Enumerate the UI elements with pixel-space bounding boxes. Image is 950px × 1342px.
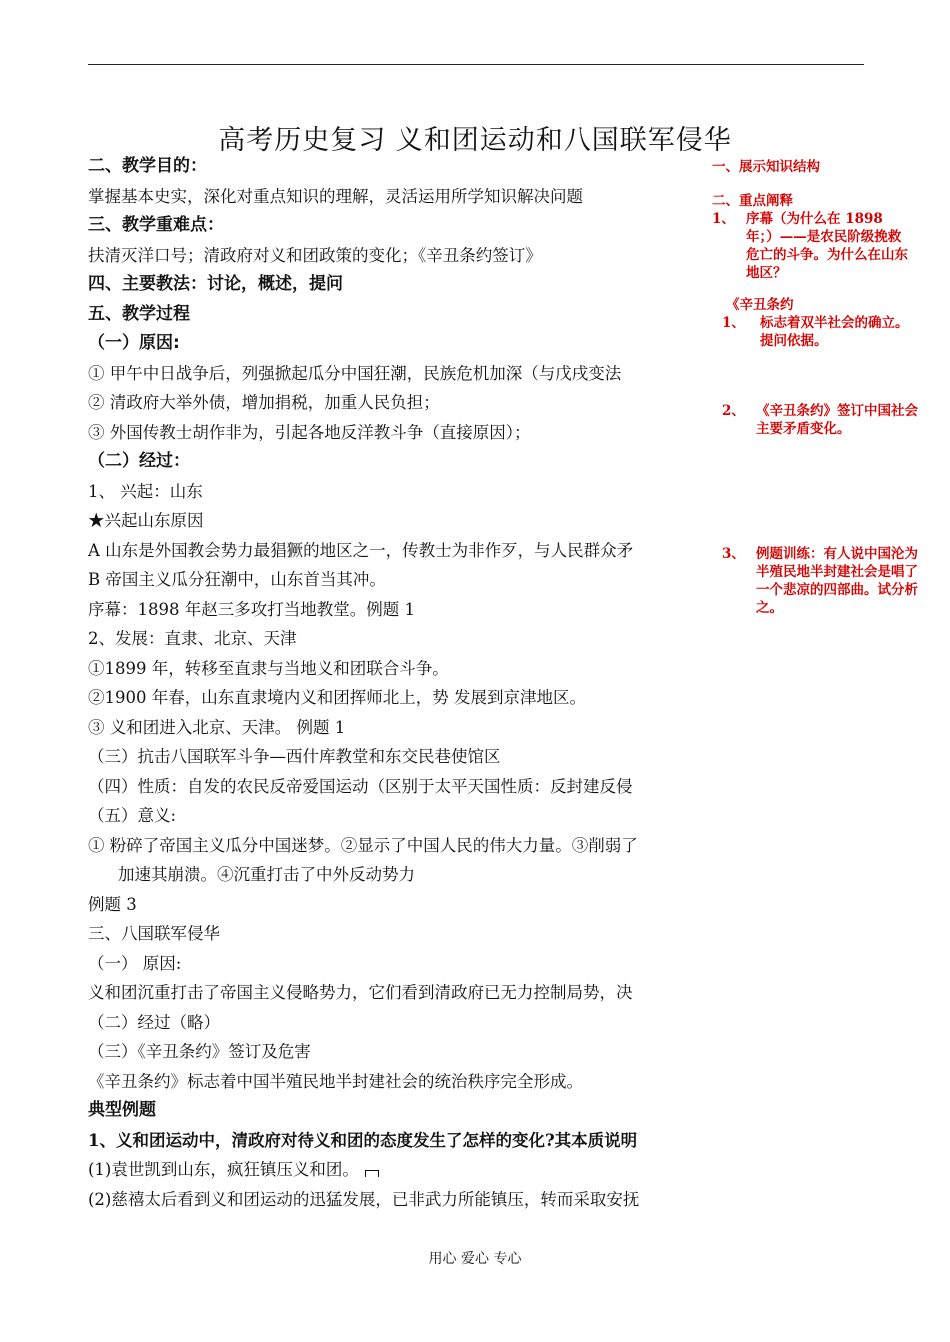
body-line bbox=[88, 300, 700, 330]
body-line bbox=[88, 152, 700, 182]
body-line bbox=[88, 1155, 700, 1185]
body-line bbox=[88, 211, 700, 241]
bracket-mark-icon bbox=[365, 1170, 379, 1177]
sidebar-note-4 bbox=[722, 402, 918, 438]
body-line bbox=[88, 1037, 700, 1067]
body-line-text: ①1899 年，转移至直隶与当地义和团联合斗争。 bbox=[88, 658, 449, 678]
sidebar-item-text: 例题训练：有人说中国沦为半殖民地半封建社会是唱了一个悲凉的四部曲。试分析之。 bbox=[756, 546, 918, 616]
body-line bbox=[88, 978, 700, 1008]
sidebar-item-text: 《辛丑条约》签订中国社会主要矛盾变化。 bbox=[756, 403, 918, 437]
sidebar-note-5-item bbox=[722, 545, 918, 617]
body-line bbox=[88, 919, 700, 949]
body-line-text: （一） 原因: bbox=[88, 953, 182, 973]
page-footer: 用心 爱心 专心 bbox=[428, 1251, 522, 1267]
body-line bbox=[88, 890, 700, 920]
body-line-text: (1)袁世凯到山东，疯狂镇压义和团。 bbox=[88, 1160, 359, 1179]
page-title: 高考历史复习 义和团运动和八国联军侵华 bbox=[218, 125, 732, 156]
body-line bbox=[88, 1185, 700, 1215]
sidebar-note-4-item bbox=[722, 402, 918, 438]
body-line bbox=[88, 418, 700, 448]
header-rule bbox=[88, 64, 864, 65]
body-line-text: ① 甲午中日战争后，列强掀起瓜分中国狂潮，民族危机加深（与戊戌变法 bbox=[88, 363, 622, 383]
body-line-text: B 帝国主义瓜分狂潮中，山东首当其冲。 bbox=[88, 570, 386, 589]
sidebar-note-1 bbox=[712, 158, 922, 176]
body-line-text: （三）抗击八国联军斗争—西什库教堂和东交民巷使馆区 bbox=[88, 747, 501, 766]
body-line bbox=[88, 359, 700, 389]
sidebar-note-3-item-1 bbox=[716, 314, 916, 350]
sidebar-item-number: 3、 bbox=[722, 546, 745, 562]
body-line bbox=[88, 742, 700, 772]
body-line bbox=[88, 949, 700, 979]
body-line-text: A 山东是外国教会势力最猖獗的地区之一，传教士为非作歹，与人民群众矛 bbox=[88, 540, 634, 560]
sidebar-note-2-item-1 bbox=[712, 210, 912, 282]
body-line bbox=[88, 1096, 700, 1126]
body-line-text: ②1900 年春，山东直隶境内义和团挥师北上，势 发展到京津地区。 bbox=[88, 688, 586, 707]
body-line bbox=[88, 831, 700, 861]
body-line bbox=[88, 477, 700, 507]
body-line bbox=[88, 329, 700, 359]
body-line bbox=[88, 772, 700, 802]
document-body bbox=[88, 152, 700, 1214]
body-line-text: 义和团沉重打击了帝国主义侵略势力，它们看到清政府已无力控制局势，决 bbox=[88, 983, 633, 1002]
sidebar-item-text: 标志着双半社会的确立。提问依据。 bbox=[760, 315, 909, 349]
body-line-text: （五）意义: bbox=[88, 806, 177, 825]
sidebar-note-2 bbox=[712, 192, 912, 282]
body-line bbox=[88, 683, 700, 713]
body-line-text: 《辛丑条约》标志着中国半殖民地半封建社会的统治秩序完全形成。 bbox=[88, 1071, 583, 1091]
body-line-text: 掌握基本史实，深化对重点知识的理解，灵活运用所学知识解决问题 bbox=[88, 186, 583, 206]
body-line bbox=[88, 1126, 700, 1156]
body-line bbox=[88, 388, 700, 418]
body-line-text: 三、教学重难点： bbox=[88, 215, 224, 235]
sidebar-note-2-text: 二、重点阐释 bbox=[712, 193, 793, 209]
body-line-text: 序幕：1898 年赵三多攻打当地教堂。例题 1 bbox=[88, 599, 415, 619]
body-line bbox=[88, 1008, 700, 1038]
body-line-text: 扶清灭洋口号；清政府对义和团政策的变化；《辛丑条约签订》 bbox=[88, 245, 542, 265]
body-line-text: （二）经过（略） bbox=[88, 1012, 220, 1032]
body-line-text: （二）经过： bbox=[88, 451, 190, 471]
body-line-text: 典型例题 bbox=[88, 1100, 156, 1120]
body-line-text: 加速其崩溃。④沉重打击了中外反动势力 bbox=[118, 865, 415, 884]
body-line bbox=[88, 506, 700, 536]
body-line-text: 例题 3 bbox=[88, 894, 137, 914]
body-line bbox=[88, 654, 700, 684]
sidebar-item-text: 序幕（为什么在 1898 年；）——是农民阶级挽救危亡的斗争。为什么在山东地区？ bbox=[746, 211, 908, 281]
body-line bbox=[88, 270, 700, 300]
body-line bbox=[88, 801, 700, 831]
body-line bbox=[88, 565, 700, 595]
body-line-text: ③ 义和团进入北京、天津。 例题 1 bbox=[88, 717, 346, 737]
body-line bbox=[88, 536, 700, 566]
body-line-text: 2、发展：直隶、北京、天津 bbox=[88, 629, 297, 648]
body-line bbox=[88, 595, 700, 625]
body-line-text: ③ 外国传教士胡作非为，引起各地反洋教斗争（直接原因）； bbox=[88, 422, 531, 442]
body-line-text: （四）性质：自发的农民反帝爱国运动（区别于太平天国性质：反封建反侵 bbox=[88, 776, 633, 796]
body-line bbox=[88, 447, 700, 477]
sidebar-note-3 bbox=[716, 296, 916, 350]
body-line bbox=[88, 241, 700, 271]
body-line-text: (2)慈禧太后看到义和团运动的迅猛发展，已非武力所能镇压，转而采取安抚 bbox=[88, 1189, 640, 1209]
body-line-text: ② 清政府大举外债，增加捐税，加重人民负担； bbox=[88, 393, 440, 412]
body-line-text: 五、教学过程 bbox=[88, 303, 190, 324]
body-line-text: 1、 兴起：山东 bbox=[88, 481, 203, 501]
body-line bbox=[88, 624, 700, 654]
sidebar-note-1-text: 一、展示知识结构 bbox=[712, 159, 820, 175]
body-line-text: ① 粉碎了帝国主义瓜分中国迷梦。②显示了中国人民的伟大力量。③削弱了 bbox=[88, 835, 638, 855]
body-line-text: 三、八国联军侵华 bbox=[88, 924, 220, 943]
body-line bbox=[88, 182, 700, 212]
sidebar-note-3-heading: 《辛丑条约 bbox=[726, 297, 794, 313]
sidebar-note-5 bbox=[722, 545, 918, 617]
body-line-text: ★兴起山东原因 bbox=[88, 511, 204, 530]
body-line bbox=[88, 860, 700, 890]
sidebar-item-number: 2、 bbox=[722, 403, 745, 419]
body-line-text: 四、主要教法：讨论，概述，提问 bbox=[88, 274, 343, 294]
body-line-text: （一）原因: bbox=[88, 333, 180, 353]
body-line-text: 二、教学目的： bbox=[88, 156, 207, 176]
sidebar-item-number: 1、 bbox=[722, 315, 745, 331]
body-line bbox=[88, 713, 700, 743]
body-line bbox=[88, 1067, 700, 1097]
body-line-text: （三）《辛丑条约》签订及危害 bbox=[88, 1042, 311, 1061]
body-line-text: 1、义和团运动中，清政府对待义和团的态度发生了怎样的变化?其本质说明 bbox=[88, 1130, 638, 1150]
sidebar-item-number: 1、 bbox=[712, 211, 735, 227]
